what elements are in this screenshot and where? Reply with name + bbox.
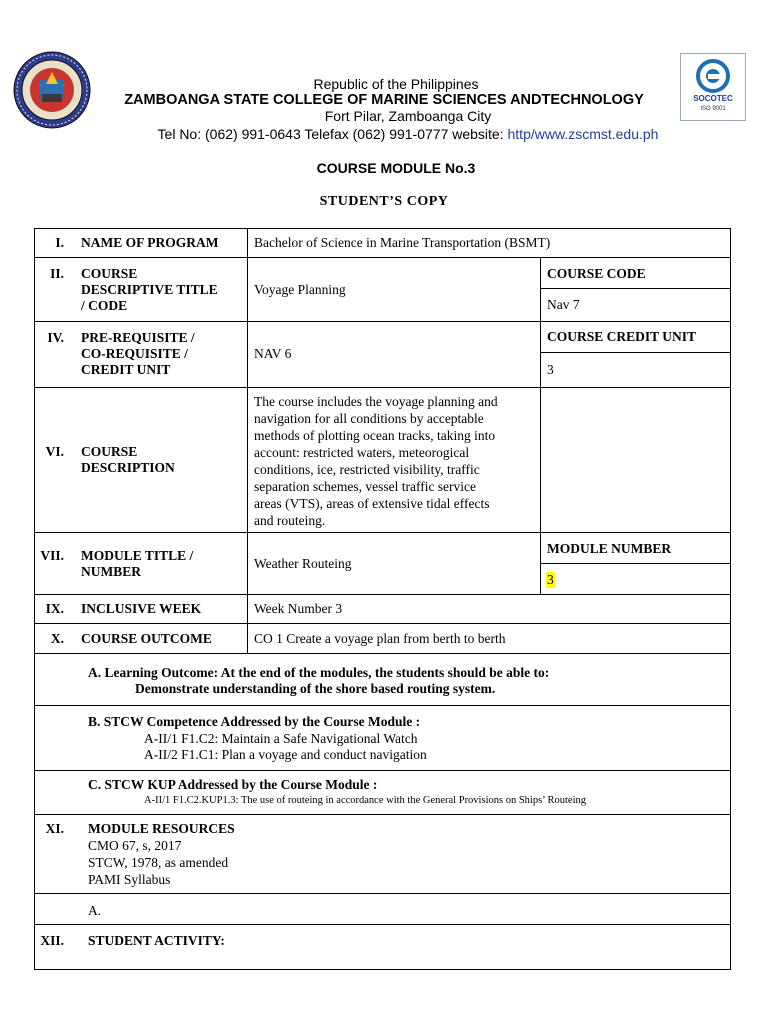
- description-line: separation schemes, vessel traffic service: [254, 479, 477, 494]
- row-number: VI.: [45, 444, 64, 459]
- row-number: XI.: [45, 821, 64, 836]
- prereq-label-line: CREDIT UNIT: [81, 362, 171, 377]
- cert-iso: ISO 9001: [700, 106, 726, 112]
- kup-heading: C. STCW KUP Addressed by the Course Module :: [88, 777, 378, 792]
- description-line: account: restricted waters, meteorogical: [254, 445, 470, 460]
- program-label: NAME OF PROGRAM: [81, 235, 219, 250]
- course-label-line: DESCRIPTIVE TITLE: [81, 282, 218, 297]
- week-value: Week Number 3: [254, 601, 343, 616]
- learning-outcome-statement: Demonstrate understanding of the shore based routing system.: [135, 681, 496, 696]
- row-number: II.: [50, 266, 64, 281]
- description-label-line: COURSE: [81, 444, 138, 459]
- module-title: COURSE MODULE No.3: [316, 160, 476, 176]
- resources-label: MODULE RESOURCES: [88, 821, 235, 836]
- prereq-label-line: CO-REQUISITE /: [81, 346, 188, 361]
- resource-item: STCW, 1978, as amended: [88, 855, 229, 870]
- row-number: IX.: [45, 601, 64, 616]
- republic-line: Republic of the Philippines: [313, 76, 479, 92]
- week-label: INCLUSIVE WEEK: [81, 601, 202, 616]
- course-code-value: Nav 7: [547, 297, 580, 312]
- row-number: VII.: [40, 548, 64, 563]
- outcome-label: COURSE OUTCOME: [81, 631, 212, 646]
- module-number-label: MODULE NUMBER: [547, 541, 672, 556]
- college-contact: [24, 126, 768, 142]
- resource-item: PAMI Syllabus: [88, 872, 171, 887]
- row-number: IV.: [47, 330, 64, 345]
- prereq-value: NAV 6: [254, 346, 292, 361]
- credit-value-cell: [540, 352, 731, 388]
- description-line: methods of plotting ocean tracks, taking into: [254, 428, 496, 443]
- college-name: ZAMBOANGA STATE COLLEGE OF MARINE SCIENCES ANDTECHNOLOGY: [124, 92, 644, 108]
- description-label-line: DESCRIPTION: [81, 460, 175, 475]
- course-label-line: COURSE: [81, 266, 138, 281]
- website-link[interactable]: http/www.zscmst.edu.ph: [507, 126, 659, 142]
- competence-item: A-II/2 F1.C1: Plan a voyage and conduct navigation: [144, 747, 427, 762]
- description-line: navigation for all conditions by acceptable: [254, 411, 484, 426]
- course-code-label: COURSE CODE: [547, 266, 646, 281]
- competence-item: A-II/1 F1.C2: Maintain a Safe Navigational Watch: [144, 731, 418, 746]
- module-number-value-cell: [540, 563, 731, 595]
- outcome-value: CO 1 Create a voyage plan from berth to berth: [254, 631, 506, 646]
- prereq-label-line: PRE-REQUISITE /: [81, 330, 195, 345]
- row-number: I.: [55, 235, 64, 250]
- students-copy-heading: STUDENT’S COPY: [319, 194, 449, 209]
- row-number: X.: [50, 631, 64, 646]
- row-number: XII.: [40, 933, 64, 948]
- module-label-line: NUMBER: [81, 564, 141, 579]
- description-line: conditions, ice, restricted visibility, traffic: [254, 462, 480, 477]
- college-address: Fort Pilar, Zamboanga City: [324, 108, 492, 124]
- description-row-extra-cell: [540, 387, 731, 533]
- competence-heading: B. STCW Competence Addressed by the Course Module :: [88, 714, 421, 729]
- kup-item: A-II/1 F1.C2.KUP1.3: The use of routeing in accordance with the General Provisions on Ships’ Routeing: [144, 795, 586, 806]
- description-line: areas (VTS), areas of extensive tidal effects: [254, 496, 490, 511]
- program-value: Bachelor of Science in Marine Transportation (BSMT): [254, 235, 551, 250]
- module-number-value: 3: [547, 572, 554, 587]
- blank-item-label: A.: [88, 903, 102, 918]
- resource-item: CMO 67, s, 2017: [88, 838, 182, 853]
- blank-item-cell: [34, 893, 731, 925]
- contact-numbers: Tel No: (062) 991-0643 Telefax (062) 991-0777 website:: [157, 126, 508, 142]
- module-title-value: Weather Routeing: [254, 556, 352, 571]
- credit-label: COURSE CREDIT UNIT: [547, 329, 697, 344]
- learning-outcome-heading: A. Learning Outcome: At the end of the modules, the students should be able to:: [88, 665, 550, 680]
- cert-brand: SOCOTEC: [693, 94, 733, 103]
- credit-value: 3: [547, 362, 554, 377]
- description-line: and routeing.: [254, 513, 326, 528]
- course-title-value: Voyage Planning: [254, 282, 346, 297]
- module-label-line: MODULE TITLE /: [81, 548, 194, 563]
- course-label-line: / CODE: [81, 298, 128, 313]
- description-line: The course includes the voyage planning and: [254, 394, 498, 409]
- student-activity-label: STUDENT ACTIVITY:: [88, 933, 225, 948]
